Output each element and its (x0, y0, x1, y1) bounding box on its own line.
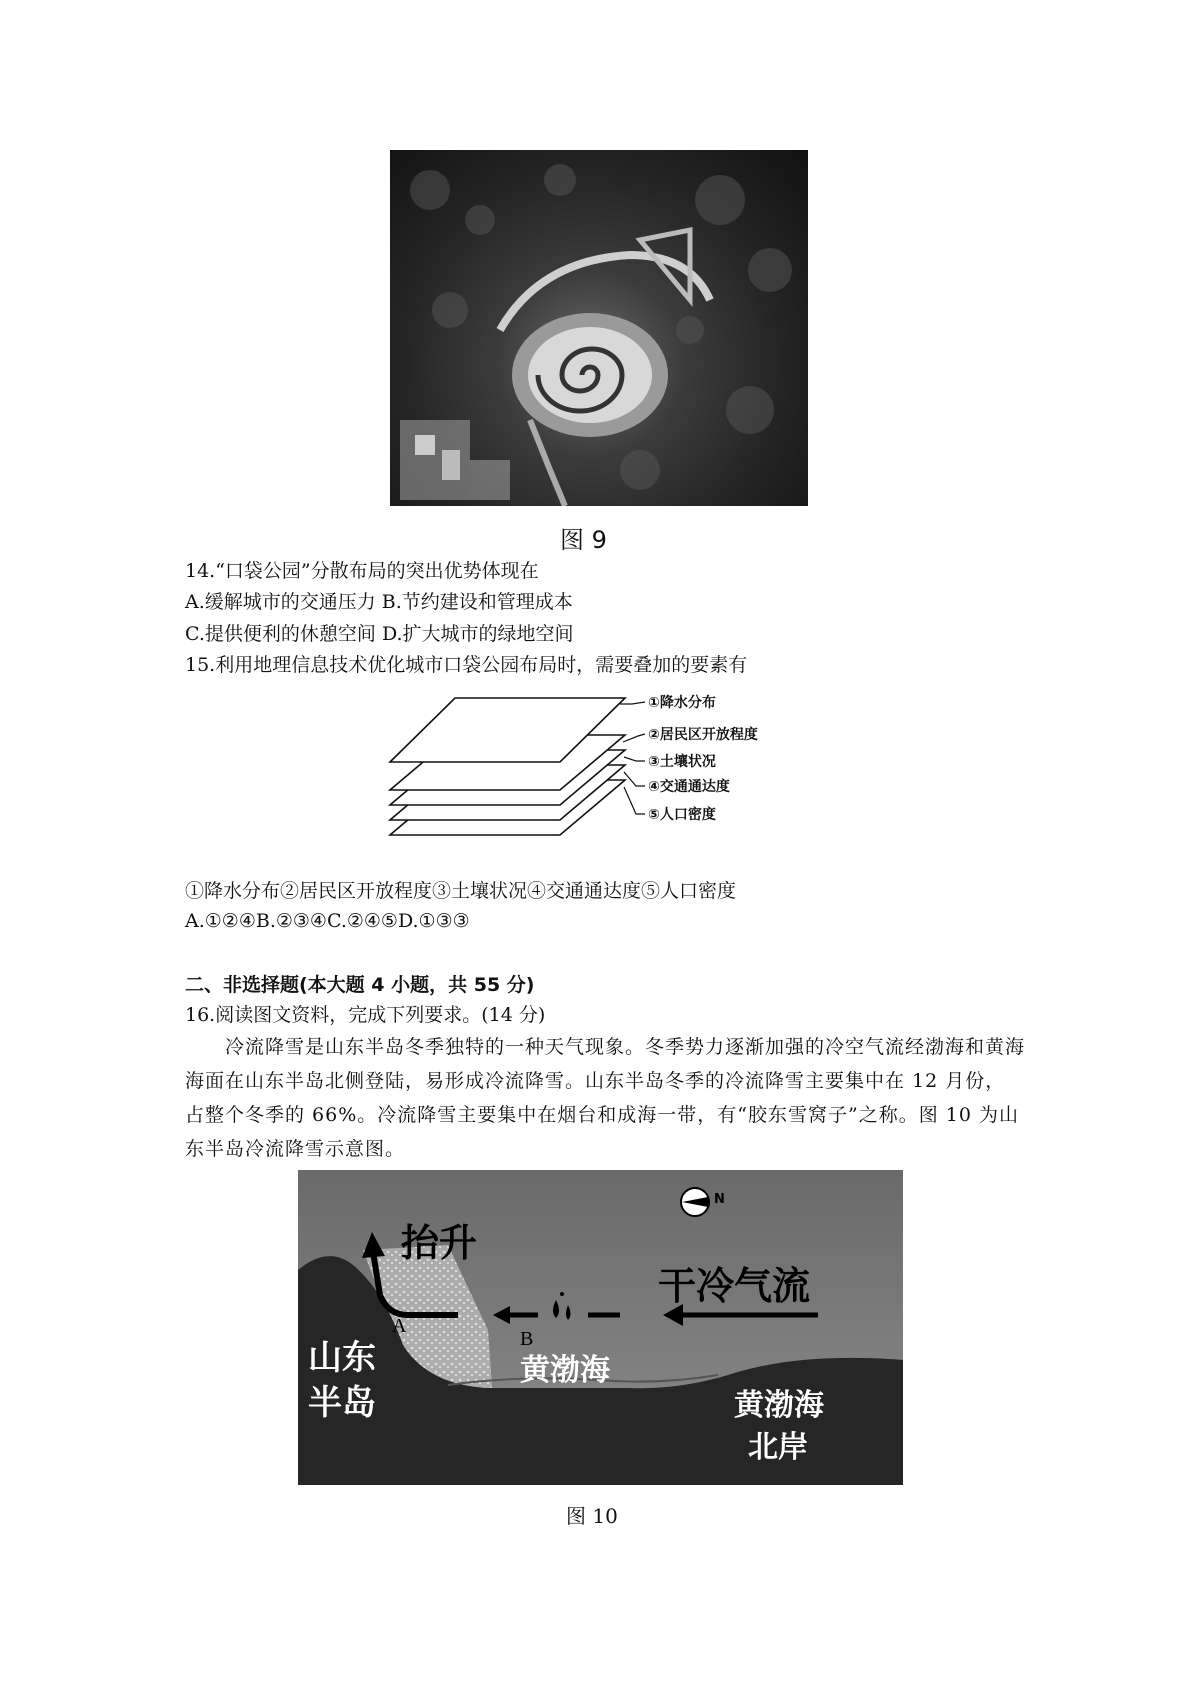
q14-stem: 14.“口袋公园”分散布局的突出优势体现在 (185, 560, 539, 582)
point-a-label: A (392, 1315, 407, 1337)
figure10-diagram (298, 1170, 903, 1485)
layer-label-4: ④交通通达度 (648, 779, 730, 795)
q16-paragraph-text: 冷流降雪是山东半岛冬季独特的一种天气现象。冬季势力逐渐加强的冷空气流经渤海和黄海海面在山东半岛北侧登陆，易形成冷流降雪。山东半岛冬季的冷流降雪主要集中在 12 月份，占整个冬季的 66%。冷流降雪主要集中在烟台和成海一带，有“胶东雪窝子”之称。图 10 为山东半岛冷流降雪示意图。 (185, 1036, 1026, 1160)
layers-stack-graphic (380, 690, 800, 855)
figure10-caption: 图 10 (566, 1504, 618, 1528)
north-shore-label-line1: 黄渤海 (734, 1388, 824, 1423)
north-label: N (714, 1192, 725, 1207)
q15-options: A.①②④B.②③④C.②④⑤D.①③③ (185, 910, 470, 932)
gis-layers-diagram (380, 690, 800, 855)
aerial-park-illustration (390, 150, 808, 506)
layer-label-5: ⑤人口密度 (648, 807, 716, 823)
q15-elements-line: ①降水分布②居民区开放程度③土壤状况④交通通达度⑤人口密度 (185, 880, 737, 902)
water-drop-3 (560, 1292, 564, 1296)
leader-line-1 (620, 702, 645, 704)
q14-options-cd: C.提供便利的休憩空间 D.扩大城市的绿地空间 (185, 623, 574, 645)
figure10-graphic (298, 1170, 903, 1485)
leader-line-5 (624, 787, 645, 814)
north-shore-label-line2: 北岸 (748, 1430, 808, 1465)
q14-options-ab: A.缓解城市的交通压力 B.节约建设和管理成本 (185, 591, 573, 613)
leader-line-2 (623, 734, 645, 742)
leader-line-3 (624, 757, 645, 761)
layer-label-2: ②居民区开放程度 (648, 727, 758, 743)
q16-stem: 16.阅读图文资料，完成下列要求。(14 分) (185, 1004, 546, 1026)
q15-stem: 15.利用地理信息技术优化城市口袋公园布局时，需要叠加的要素有 (185, 654, 748, 676)
sea-label: 黄渤海 (520, 1353, 610, 1388)
point-b-label: B (520, 1328, 534, 1350)
leader-line-4 (624, 772, 645, 786)
section2-title: 二、非选择题(本大题 4 小题，共 55 分) (185, 974, 535, 996)
lift-label: 抬升 (401, 1221, 478, 1265)
peninsula-label-line1: 山东 (308, 1338, 376, 1378)
layer-label-1: ①降水分布 (648, 695, 716, 711)
layer-label-3: ③土壤状况 (648, 754, 716, 770)
peninsula-label-line2: 半岛 (308, 1383, 376, 1423)
q16-paragraph (185, 1030, 1025, 1166)
cold-air-label: 干冷气流 (658, 1264, 811, 1308)
figure9-aerial-photo (390, 150, 808, 506)
figure9-caption: 图 9 (560, 526, 607, 554)
